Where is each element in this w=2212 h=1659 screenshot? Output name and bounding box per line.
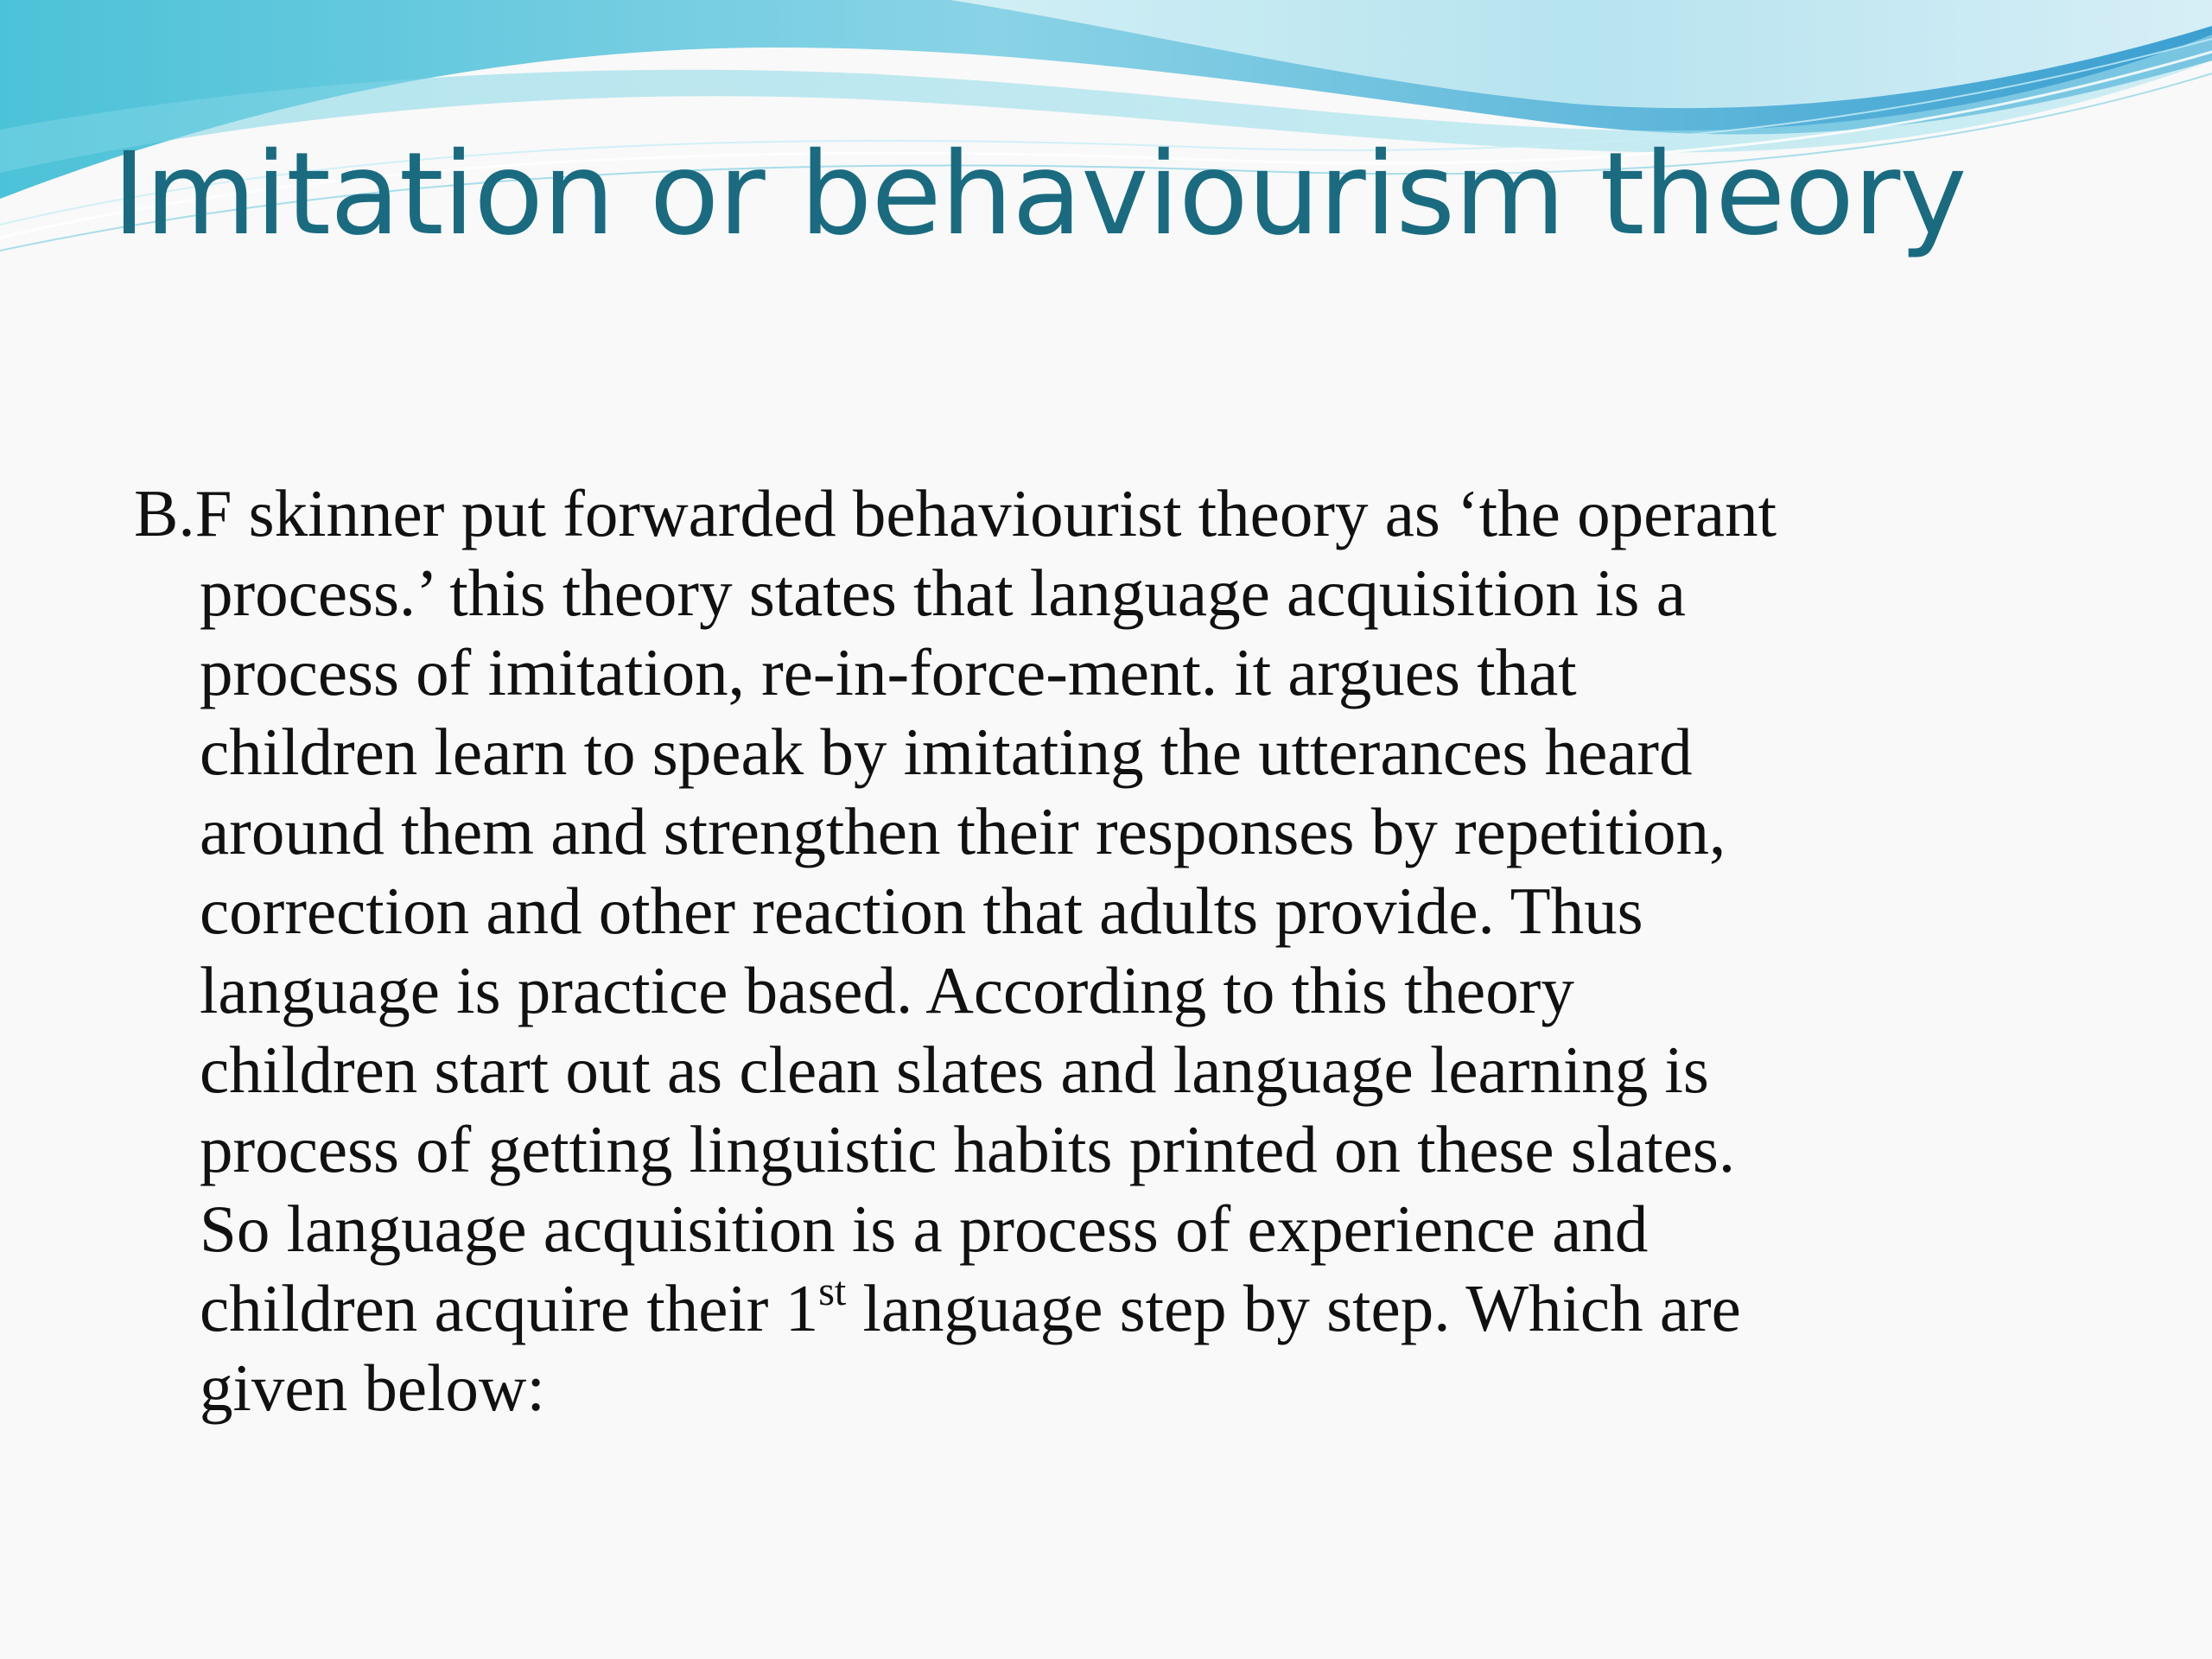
body-line: correction and other reaction that adults provide. Thus xyxy=(200,874,1643,948)
body-line: So language acquisition is a process of experience and xyxy=(200,1192,1649,1266)
body-line xyxy=(134,1268,2121,1348)
body-line: around them and strengthen their responses by repetition, xyxy=(200,794,1726,868)
slide-title: Imitation or behaviourism theory xyxy=(112,128,1967,261)
body-line-text: language step by step. Which are xyxy=(846,1271,1741,1345)
body-paragraph xyxy=(134,474,2121,1427)
body-line: process.’ this theory states that language acquisition is a xyxy=(200,556,1686,630)
body-line: children start out as clean slates and language learning is xyxy=(200,1033,1709,1107)
body-line: given below: xyxy=(200,1351,545,1425)
body-line: process of imitation, re-in-force-ment. it argues that xyxy=(200,635,1577,709)
body-line: language is practice based. According to this theory xyxy=(200,953,1574,1027)
ordinal-superscript: st xyxy=(818,1268,847,1314)
body-line: process of getting linguistic habits printed on these slates. xyxy=(200,1112,1736,1186)
body-line: children learn to speak by imitating the utterances heard xyxy=(200,715,1693,789)
body-line-text: children acquire their 1 xyxy=(200,1271,819,1345)
body-line: B.F skinner put forwarded behaviourist theory as ‘the operant xyxy=(134,476,1777,550)
